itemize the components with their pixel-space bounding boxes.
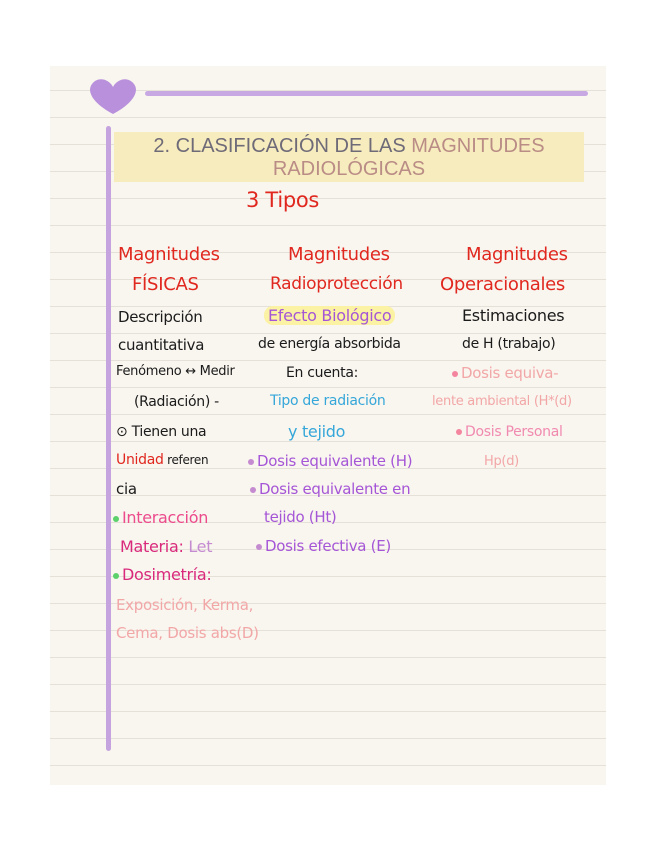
radio-dosis-equiv-en-line xyxy=(250,480,410,498)
radio-en-cuenta: En cuenta: xyxy=(286,365,359,381)
fisicas-unidad: Unidad xyxy=(116,452,164,468)
bullet-dot xyxy=(456,429,462,435)
radio-heading-2: Radioprotección xyxy=(270,274,403,294)
radio-efecto xyxy=(264,306,395,325)
title-part-1: 2. CLASIFICACIÓN DE LAS xyxy=(153,135,412,157)
fisicas-heading-1: Magnitudes xyxy=(118,244,220,265)
radio-dosis-equiv-en: Dosis equivalente en xyxy=(259,480,411,498)
fisicas-exposicion: Exposición, Kerma, xyxy=(116,596,254,614)
top-divider-line xyxy=(145,91,588,96)
heart-icon xyxy=(86,74,140,116)
fisicas-heading-2: FÍSICAS xyxy=(132,274,199,295)
radio-tejido-ht: tejido (Ht) xyxy=(264,508,337,526)
fisicas-let: Let xyxy=(183,537,213,556)
radio-dosis-efectiva: Dosis efectiva (E) xyxy=(265,537,391,555)
margin-line xyxy=(106,126,111,751)
subtitle: 3 Tipos xyxy=(246,188,320,212)
radio-dosis-equiv-line xyxy=(248,452,412,470)
bullet-dot xyxy=(113,573,119,579)
oper-de-h: de H (trabajo) xyxy=(462,336,556,352)
fisicas-desc-2: cuantitativa xyxy=(118,336,205,354)
bullet-dot xyxy=(256,544,262,550)
radio-efecto-text: Efecto Biológico xyxy=(264,306,395,325)
oper-estimaciones: Estimaciones xyxy=(462,306,565,325)
fisicas-cia: cia xyxy=(116,480,137,498)
oper-dosis-amb-1: Dosis equiva- xyxy=(461,364,559,382)
radio-dosis-equiv: Dosis equivalente (H) xyxy=(257,452,413,470)
fisicas-desc-1: Descripción xyxy=(118,308,203,326)
title-part-2: MAGNITUDES xyxy=(411,135,545,157)
fisicas-unidad-line xyxy=(116,452,208,468)
title-line-2: RADIOLÓGICAS xyxy=(272,158,426,180)
radio-dosis-efectiva-line xyxy=(256,537,391,555)
fisicas-materia: Materia: xyxy=(120,537,184,556)
title-line-1 xyxy=(114,135,584,158)
fisicas-dosimetria: Dosimetría: xyxy=(122,565,212,584)
title-banner xyxy=(114,132,584,182)
oper-dosis-amb-1-line xyxy=(452,364,558,382)
oper-dosis-personal: Dosis Personal xyxy=(465,424,563,440)
fisicas-cema: Cema, Dosis abs(D) xyxy=(116,624,259,642)
oper-dosis-amb-2: lente ambiental (H*(d) xyxy=(432,394,572,409)
oper-dosis-personal-line xyxy=(456,424,563,440)
fisicas-dosimetria-line xyxy=(113,565,212,584)
fisicas-fenomeno: Fenómeno ↔ Medir xyxy=(116,364,235,379)
bullet-dot xyxy=(250,487,256,493)
radio-tipo: Tipo de radiación xyxy=(270,393,386,409)
bullet-dot xyxy=(113,516,119,522)
bullet-dot xyxy=(248,459,254,465)
oper-heading-2: Operacionales xyxy=(440,274,566,295)
radio-energia: de energía absorbida xyxy=(258,336,401,352)
oper-heading-1: Magnitudes xyxy=(466,244,568,265)
oper-hp: Hp(d) xyxy=(484,454,519,469)
fisicas-radiacion: (Radiación) - xyxy=(134,394,219,410)
fisicas-referen: referen xyxy=(163,453,209,467)
fisicas-interaccion: Interacción xyxy=(122,508,209,527)
radio-heading-1: Magnitudes xyxy=(288,244,390,265)
bullet-dot xyxy=(452,371,458,377)
radio-tejido: y tejido xyxy=(288,422,346,441)
fisicas-materia-line xyxy=(120,537,212,556)
fisicas-tienen: ⊙ Tienen una xyxy=(116,424,207,440)
fisicas-interaccion-line xyxy=(113,508,208,527)
